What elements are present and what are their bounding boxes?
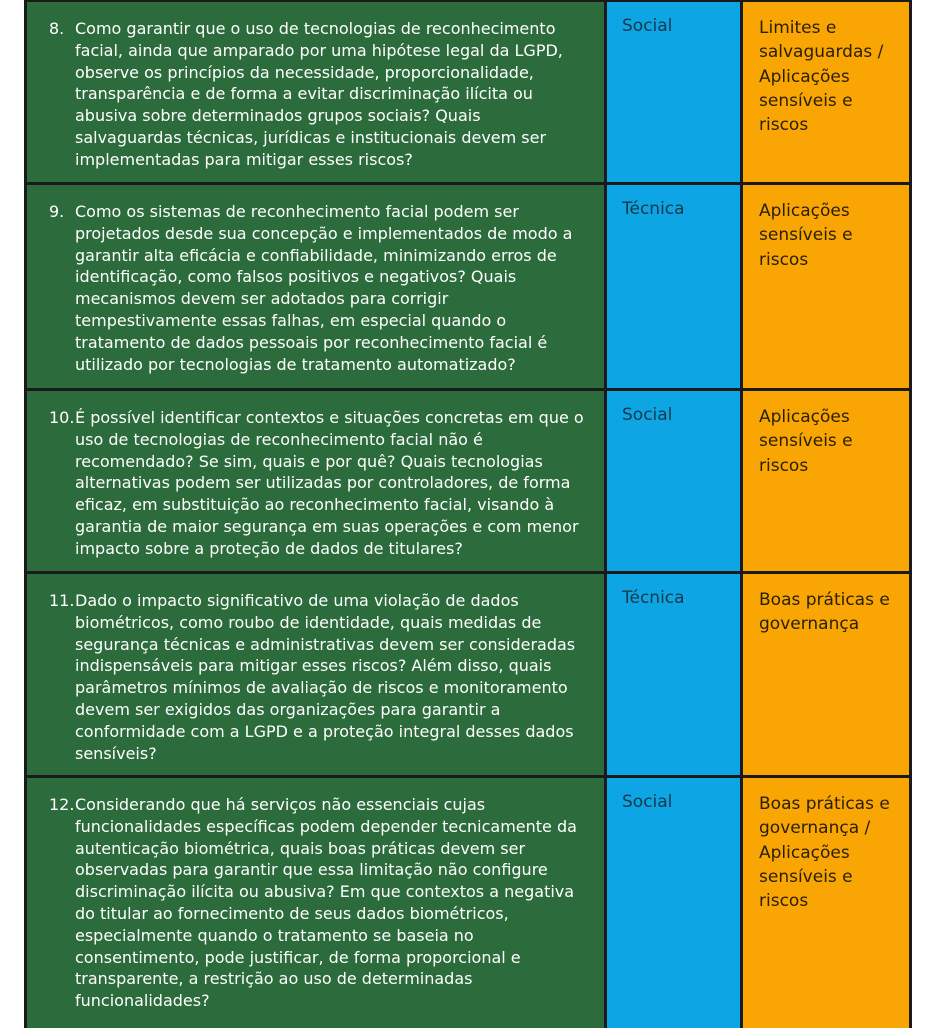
question-text: Considerando que há serviços não essenciais cujas funcionalidades específicas podem depender tecnicamente da autenticação biométrica, quais boas práticas devem ser observadas para garantir que essa limitação não configure discriminação ilícita ou abusiva? Em que contextos a negativa do titular ao fornecimento de seus dados biométricos, especialmente quando o tratamento se baseia no consentimento, pode justificar, de forma proporcional e transparente, a restrição ao uso de determinadas funcionalidades? bbox=[75, 795, 577, 1011]
question-cell bbox=[27, 185, 607, 388]
question-cell bbox=[27, 778, 607, 1028]
question-text: Como garantir que o uso de tecnologias de reconhecimento facial, ainda que amparado por uma hipótese legal da LGPD, observe os princípios da necessidade, proporcionalidade, transparência e de forma a evitar discriminação ilícita ou abusiva sobre determinados grupos sociais? Quais salvaguardas técnicas, jurídicas e institucionais devem ser implementadas para mitigar esses riscos? bbox=[75, 19, 563, 169]
question-cell bbox=[27, 391, 607, 571]
question-text: Dado o impacto significativo de uma violação de dados biométricos, como roubo de identidade, quais medidas de segurança técnicas e administrativas devem ser consideradas indispensáveis para mitigar esses riscos? Além disso, quais parâmetros mínimos de avaliação de riscos e monitoramento devem ser exigidos das organizações para garantir a conformidade com a LGPD e a proteção integral desses dados sensíveis? bbox=[75, 591, 576, 763]
theme-cell: Boas práticas e governança / Aplicações sensíveis e riscos bbox=[743, 778, 909, 1028]
question-cell bbox=[27, 574, 607, 775]
theme-cell: Boas práticas e governança bbox=[743, 574, 909, 775]
category-cell: Social bbox=[607, 778, 743, 1028]
theme-cell: Aplicações sensíveis e riscos bbox=[743, 391, 909, 571]
questions-table bbox=[24, 0, 912, 1028]
question-number: 10. bbox=[49, 408, 75, 427]
category-cell: Técnica bbox=[607, 185, 743, 388]
category-cell: Social bbox=[607, 391, 743, 571]
question-text: É possível identificar contextos e situações concretas em que o uso de tecnologias de reconhecimento facial não é recomendado? Se sim, quais e por quê? Quais tecnologias alternativas podem ser utilizadas por controladores, de forma eficaz, em substituição ao reconhecimento facial, visando à garantia de maior segurança em suas operações e com menor impacto sobre a proteção de dados de titulares? bbox=[75, 408, 584, 558]
question-number: 12. bbox=[49, 795, 75, 814]
table-row bbox=[27, 574, 909, 778]
table-row bbox=[27, 391, 909, 574]
table-row bbox=[27, 185, 909, 391]
table-row bbox=[27, 0, 909, 185]
theme-cell: Aplicações sensíveis e riscos bbox=[743, 185, 909, 388]
category-cell: Técnica bbox=[607, 574, 743, 775]
table-row bbox=[27, 778, 909, 1028]
question-number: 8. bbox=[49, 19, 65, 38]
question-text: Como os sistemas de reconhecimento facial podem ser projetados desde sua concepção e implementados de modo a garantir alta eficácia e confiabilidade, minimizando erros de identificação, como falsos positivos e negativos? Quais mecanismos devem ser adotados para corrigir tempestivamente essas falhas, em especial quando o tratamento de dados pessoais por reconhecimento facial é utilizado por tecnologias de tratamento automatizado? bbox=[75, 202, 573, 374]
question-number: 11. bbox=[49, 591, 75, 610]
category-cell: Social bbox=[607, 2, 743, 182]
question-number: 9. bbox=[49, 202, 65, 221]
question-cell bbox=[27, 2, 607, 182]
theme-cell: Limites e salvaguardas / Aplicações sensíveis e riscos bbox=[743, 2, 909, 182]
